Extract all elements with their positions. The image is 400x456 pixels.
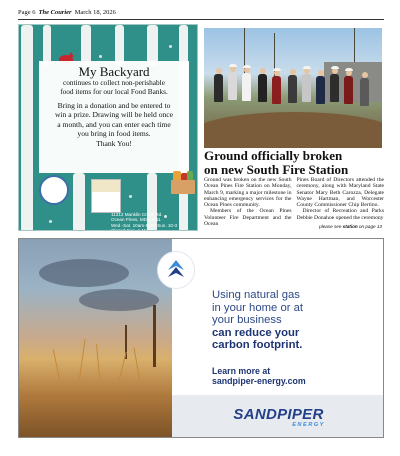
ad-copy-line: in your home or at [212,301,304,314]
hours-line: Closed Sun. & Mon. [111,228,152,231]
birch-tree [81,25,91,65]
birch-tree [73,173,85,231]
article-paragraph: Members of the Ocean Pines Volunteer Fire Department and the Ocean [204,208,292,228]
backyard-ad-body-line: Bring in a donation and be entered to [57,101,171,110]
snowflake [129,195,132,198]
issue-date: March 18, 2026 [74,9,116,16]
person [258,74,267,102]
continuation-keyword: station [342,224,358,229]
person [330,74,339,102]
snowflake [49,220,52,223]
headline-line: Ground officially broken [204,148,343,163]
person-head [216,68,222,74]
person [316,76,325,104]
backyard-ad-text-panel [39,61,189,173]
article-paragraph: Ground was broken on the new South Ocean Pines Fire Station on Monday, March 9, marking a major milestone in enhancing emergency services for the Ocean Pines community. [204,177,292,209]
hours-line: Wed.-Sat. 10am-5pm; Sun. 10-3 [111,222,178,228]
cloud [79,289,159,311]
dune-grass [119,352,127,379]
hard-hat [273,68,281,71]
page-number: Page 6 [18,9,36,16]
storefront-image [91,179,121,213]
backyard-ad-subtitle: continues to collect non-perishable [63,78,165,87]
article-column [297,177,385,225]
backyard-ad-body-line: Thank You! [96,138,132,148]
publication-name: The Courier [38,9,72,16]
brand-subtitle: ENERGY [292,421,325,428]
article-column [204,177,292,228]
person [360,78,369,106]
website-link[interactable]: sandpiper-energy.com [212,375,306,386]
person-head [290,69,296,75]
birch-tree [115,25,124,65]
continuation-suffix: on page 13 [357,224,382,229]
backyard-ad-body-line: you bring in food items. [77,129,151,139]
dune-grass [133,347,140,379]
birch-tree [147,25,158,65]
sandpiper-wordmark [232,407,325,428]
person [228,72,237,100]
sandpiper-logo-icon [157,251,195,289]
person [344,76,353,104]
brand-name: SANDPIPER [233,405,324,423]
person-head [260,68,266,74]
ad-copy-line: carbon footprint. [212,339,303,352]
hard-hat [345,68,353,71]
dune-grass [53,350,60,380]
person [214,74,223,102]
ad-copy-line: your business [212,314,282,327]
sandpiper-energy-ad [18,238,384,438]
groundbreaking-photo [204,28,382,148]
snowflake [99,55,102,58]
learn-more-label: Learn more at [212,365,271,376]
sandpiper-flame-icon [166,258,186,282]
hard-hat [243,65,251,68]
article-headline [204,149,384,177]
birch-tree [43,25,51,65]
person-head [362,72,368,78]
backyard-ad-subtitle: food items for our local Food Banks. [60,86,168,96]
ad-copy-line: Using natural gas [212,289,300,301]
article-paragraph: Director of Recreation and Parks Debbie Donahoe opened the ceremony [296,208,384,221]
page-header [18,6,384,20]
snowflake [169,45,172,48]
article-paragraph: Pines Board of Directors attended the ceremony, along with Maryland State Senator Mary Beth Carozza, Delegate Wayne Hartman, and Worcester County Commissioner Chip Bertino. [296,177,384,209]
food-basket-icon [169,171,197,197]
person-head [318,70,324,76]
backyard-ad-title: My Backyard [78,64,150,79]
store-sign [92,180,120,192]
address-line: 11312 Manklin Creek Rd. [111,212,163,217]
headline-line: on new South Fire Station [204,162,349,177]
dirt-mound [204,112,382,148]
person [302,74,311,102]
fence-post [153,305,156,367]
birch-tree [21,25,33,231]
dune-grass [96,344,100,378]
person [288,75,297,103]
store-address [111,212,177,231]
hard-hat [229,64,237,67]
ad-copy-line: can reduce your [212,326,300,339]
continuation-prefix: please see [319,224,343,229]
beach-dune-image [19,239,172,438]
dune-grass [79,339,86,379]
backyard-ad-body-line: win a prize. Drawing will be held once [54,110,174,120]
cloud [39,259,129,287]
continuation-note [204,224,382,229]
my-backyard-ad [18,24,198,231]
address-line: Ocean Pines, MD 21811 [111,217,161,223]
hard-hat [303,66,311,69]
award-badge-icon [39,175,69,205]
sandpiper-ad-copy [212,289,306,386]
person [272,76,281,104]
hard-hat [331,66,339,69]
sandpiper-brand-band [172,395,384,438]
person [242,73,251,101]
backyard-ad-body-line: a month, and you can enter each time [57,119,171,129]
